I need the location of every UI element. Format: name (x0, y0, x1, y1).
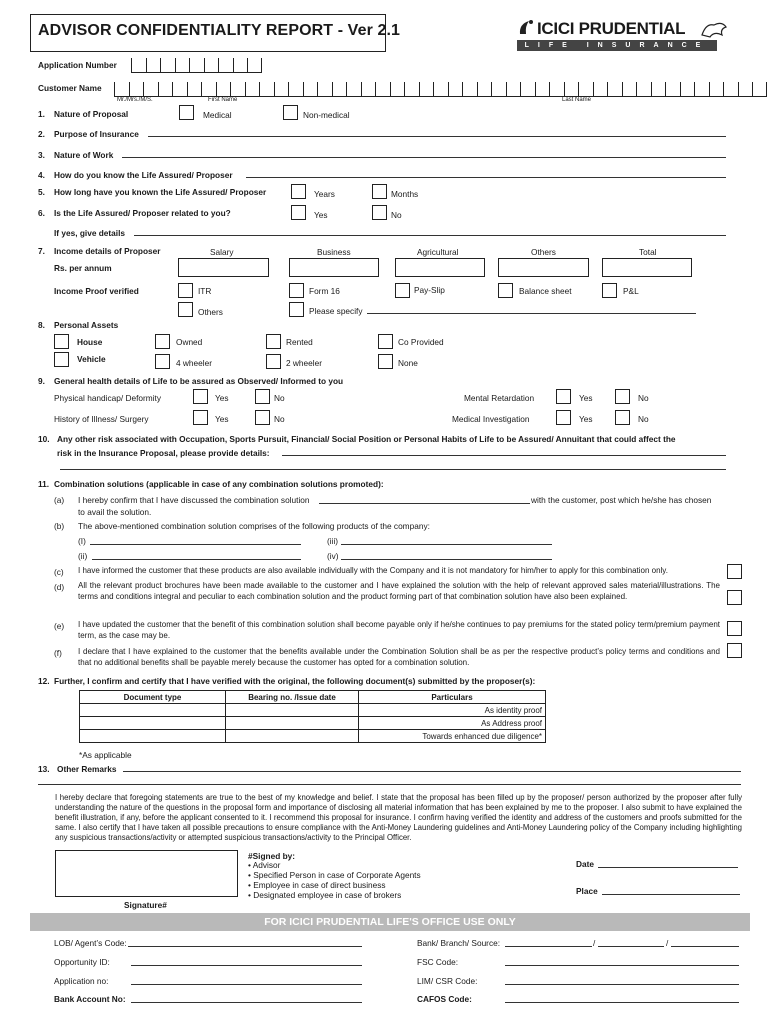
rented-label: Rented (286, 337, 313, 347)
date-input[interactable] (598, 867, 738, 868)
table-row (80, 704, 546, 717)
total-input[interactable] (602, 258, 692, 277)
handicap-yes-label: Yes (215, 393, 229, 403)
product-3-input[interactable] (341, 544, 552, 545)
co-provided-checkbox[interactable] (378, 334, 393, 349)
others-input[interactable] (498, 258, 589, 277)
handicap-no-checkbox[interactable] (255, 389, 270, 404)
how-known-input[interactable] (246, 177, 726, 178)
business-input[interactable] (289, 258, 379, 277)
house-checkbox[interactable] (54, 334, 69, 349)
physical-handicap-label: Physical handicap/ Deformity (54, 393, 161, 403)
q11f-checkbox[interactable] (727, 643, 742, 658)
months-checkbox[interactable] (372, 184, 387, 199)
four-wheeler-label: 4 wheeler (176, 358, 212, 368)
bullet-icon: • (248, 860, 253, 870)
signed-by-label: #Signed by: (248, 851, 296, 861)
logo-text: ICICI PRUDENTIAL (537, 19, 686, 38)
date-label: Date (576, 859, 594, 869)
q4-number: 4. (38, 170, 45, 180)
q11-label: Combination solutions (applicable in case of any combination solutions promoted): (54, 479, 384, 489)
related-yes-label: Yes (314, 210, 328, 220)
opportunity-input[interactable] (131, 965, 362, 966)
pl-label: P&L (623, 286, 639, 296)
document-type-cell[interactable] (80, 730, 226, 743)
q8-number: 8. (38, 320, 45, 330)
q11b-tag: (b) (54, 521, 65, 531)
investigation-no-checkbox[interactable] (615, 410, 630, 425)
lob-input[interactable] (128, 946, 362, 947)
signature-label: Signature# (124, 900, 167, 910)
q11f-tag: (f) (54, 648, 62, 658)
q9-number: 9. (38, 376, 45, 386)
q5-number: 5. (38, 187, 45, 197)
q10-label: Any other risk associated with Occupation, Sports Pursuit, Financial/ Social Position or Personal Habits of Life to be Assured/ Annuitant that could affect the (57, 434, 676, 444)
mental-yes-checkbox[interactable] (556, 389, 571, 404)
bullet-icon: • (248, 880, 254, 890)
investigation-yes-checkbox[interactable] (556, 410, 571, 425)
particulars-header: Particulars (359, 691, 546, 704)
mental-no-label: No (638, 393, 649, 403)
please-specify-label: Please specify (309, 306, 363, 316)
source-input[interactable] (671, 946, 739, 947)
q11a-tag: (a) (54, 495, 65, 505)
other-remarks-input-1[interactable] (123, 771, 741, 772)
q11c-checkbox[interactable] (727, 564, 742, 579)
agricultural-header: Agricultural (417, 247, 459, 257)
four-wheeler-checkbox[interactable] (155, 354, 170, 369)
document-type-cell[interactable] (80, 704, 226, 717)
q11c-tag: (c) (54, 567, 64, 577)
q11a-text-2: with the customer, post which he/she has chosen (531, 495, 712, 505)
q7-number: 7. (38, 246, 45, 256)
table-header-row (80, 691, 546, 704)
q11d-checkbox[interactable] (727, 590, 742, 605)
others-header: Others (531, 247, 556, 257)
application-number-label: Application Number (38, 60, 117, 70)
title-hint: Mr./Mrs./M/S. (117, 97, 153, 103)
others-proof-label: Others (198, 307, 223, 317)
q11e-tag: (e) (54, 621, 65, 631)
appno-input[interactable] (131, 984, 362, 985)
q9-label: General health details of Life to be assured as Observed/ Informed to you (54, 376, 344, 386)
history-illness-label: History of Illness/ Surgery (54, 414, 149, 424)
q10-label-2: risk in the Insurance Proposal, please provide details: (57, 448, 270, 458)
owned-label: Owned (176, 337, 203, 347)
product-1-input[interactable] (90, 544, 301, 545)
vehicle-checkbox[interactable] (54, 352, 69, 367)
months-label: Months (391, 189, 419, 199)
medical-checkbox[interactable] (179, 105, 194, 120)
medical-investigation-label: Medical Investigation (452, 414, 530, 424)
lim-label: LIM/ CSR Code: (417, 976, 478, 986)
separator: / (666, 938, 669, 948)
salary-input[interactable] (178, 258, 269, 277)
logo-subtitle: LIFE INSURANCE (517, 40, 717, 51)
related-yes-checkbox[interactable] (291, 205, 306, 220)
balance-sheet-checkbox[interactable] (498, 283, 513, 298)
q8-label: Personal Assets (54, 320, 119, 330)
none-label: None (398, 358, 418, 368)
product-3-tag: (iii) (327, 536, 339, 546)
related-no-checkbox[interactable] (372, 205, 387, 220)
logo-lion-icon (700, 17, 728, 39)
pl-checkbox[interactable] (602, 283, 617, 298)
particulars-cell: As Address proof (359, 717, 546, 730)
business-header: Business (317, 247, 351, 257)
signed-by-item: Advisor (252, 860, 281, 870)
none-checkbox[interactable] (378, 354, 393, 369)
q7-label: Income details of Proposer (54, 246, 161, 256)
relation-details-input[interactable] (134, 235, 726, 236)
particulars-cell: As identity proof (359, 704, 546, 717)
documents-table (79, 690, 546, 743)
particulars-cell: Towards enhanced due diligence* (359, 730, 546, 743)
other-remarks-input-2[interactable] (38, 784, 741, 785)
per-annum-label: Rs. per annum (54, 263, 112, 273)
non-medical-checkbox[interactable] (283, 105, 298, 120)
medical-label: Medical (203, 110, 232, 120)
q1-label: Nature of Proposal (54, 109, 129, 119)
bank-account-label: Bank Account No: (54, 994, 126, 1004)
document-type-cell[interactable] (80, 717, 226, 730)
signed-by-item: Employee in case of direct business (253, 880, 386, 890)
handicap-no-label: No (274, 393, 285, 403)
q12-label: Further, I confirm and certify that I have verified with the original, the following document(s) submitted by the proposer(s): (54, 676, 536, 686)
investigation-yes-label: Yes (579, 414, 593, 424)
itr-checkbox[interactable] (178, 283, 193, 298)
q11b-text: The above-mentioned combination solution comprises of the following products of the company: (78, 521, 430, 531)
two-wheeler-label: 2 wheeler (286, 358, 322, 368)
branch-input[interactable] (598, 946, 664, 947)
q12-number: 12. (38, 676, 50, 686)
salary-header: Salary (210, 247, 234, 257)
q11e-checkbox[interactable] (727, 621, 742, 636)
years-checkbox[interactable] (291, 184, 306, 199)
application-number-input[interactable] (131, 58, 262, 73)
product-4-input[interactable] (341, 559, 552, 560)
cafos-label: CAFOS Code: (417, 994, 472, 1004)
q11a-text: I hereby confirm that I have discussed the combination solution (78, 495, 310, 505)
fsc-input[interactable] (505, 965, 739, 966)
balance-sheet-label: Balance sheet (519, 286, 572, 296)
bullet-icon: • (248, 870, 254, 880)
place-input[interactable] (602, 894, 740, 895)
office-use-band: FOR ICICI PRUDENTIAL LIFE'S OFFICE USE ONLY (30, 913, 750, 931)
payslip-checkbox[interactable] (395, 283, 410, 298)
q11-number: 11. (38, 479, 50, 489)
product-2-input[interactable] (92, 559, 301, 560)
signed-by-item: Designated employee in case of brokers (253, 890, 402, 900)
customer-name-input[interactable] (114, 82, 767, 97)
q13-label: Other Remarks (57, 764, 117, 774)
illness-yes-label: Yes (215, 414, 229, 424)
lob-label: LOB/ Agent’s Code: (54, 938, 127, 948)
mental-no-checkbox[interactable] (615, 389, 630, 404)
mental-retardation-label: Mental Retardation (464, 393, 535, 403)
others-proof-checkbox[interactable] (178, 302, 193, 317)
q5-label: How long have you known the Life Assured/ Proposer (54, 187, 267, 197)
bank-input[interactable] (505, 946, 592, 947)
lim-input[interactable] (505, 984, 739, 985)
two-wheeler-checkbox[interactable] (266, 354, 281, 369)
as-applicable-note: *As applicable (79, 750, 132, 760)
q1-number: 1. (38, 109, 45, 119)
other-risk-input-1[interactable] (282, 455, 726, 456)
document-type-header: Document type (80, 691, 226, 704)
q6-number: 6. (38, 208, 45, 218)
rented-checkbox[interactable] (266, 334, 281, 349)
q11d-text: All the relevant product brochures have been made available to the customer and I have explained the solution with the help of relevant approved sales material/illustrations. The terms and conditions integral and peculiar to each combination solution and the product forming part of that combination solution have also been explained. (78, 581, 720, 601)
declaration-text: I hereby declare that foregoing statements are true to the best of my knowledge and belief. I state that the proposal has been filled up by the proposer/ person authorized by the proposer after fully understanding the nature of the questions in the proposal form and importance of disclosing all material information that has been explained by me to the proposer. I also submit to have explained the benefit illustration, if any, before the applicant consented to it. I recommend this proposal for insurance. I confirm having verified the identity and address of the customers and proofs submitted for the same. I also certify that I have taken all possible precautions to ensure compliance with the Anti-Money Laundering guidelines and Anti-Money Laundering policy of the Company including highlighting any suspicious transactions/activity or attempted suspicious transactions/activity to the Principal Officer. (55, 793, 742, 842)
q3-label: Nature of Work (54, 150, 114, 160)
bank-account-input[interactable] (131, 1002, 362, 1003)
itr-label: ITR (198, 286, 212, 296)
illness-no-checkbox[interactable] (255, 410, 270, 425)
vehicle-label: Vehicle (77, 354, 106, 364)
q11d-tag: (d) (54, 582, 65, 592)
q10-number: 10. (38, 434, 50, 444)
q11e-text: I have updated the customer that the benefit of this combination solution shall become payable only if he/she continues to pay premiums for the stated policy term/premium payment term, as the case may be. (78, 620, 720, 640)
income-proof-label: Income Proof verified (54, 286, 139, 296)
illness-yes-checkbox[interactable] (193, 410, 208, 425)
other-risk-input-2[interactable] (60, 469, 726, 470)
handicap-yes-checkbox[interactable] (193, 389, 208, 404)
signed-by-list (248, 860, 421, 900)
q11a-text-3: to avail the solution. (78, 507, 152, 517)
nature-of-work-input[interactable] (122, 157, 726, 158)
table-row (80, 730, 546, 743)
agricultural-input[interactable] (395, 258, 485, 277)
opportunity-label: Opportunity ID: (54, 957, 110, 967)
last-name-hint: Last Name (562, 97, 592, 103)
product-2-tag: (ii) (78, 551, 88, 561)
years-label: Years (314, 189, 335, 199)
please-specify-checkbox[interactable] (289, 302, 304, 317)
q13-number: 13. (38, 764, 50, 774)
page-title: ADVISOR CONFIDENTIALITY REPORT - Ver 2.1 (38, 22, 400, 39)
bearing-no-cell[interactable] (226, 717, 359, 730)
signature-box[interactable] (55, 850, 238, 897)
bearing-no-header: Bearing no. /Issue date (226, 691, 359, 704)
logo-mark-icon (517, 18, 537, 38)
signed-by-item: Specified Person in case of Corporate Agents (253, 870, 421, 880)
total-header: Total (639, 247, 657, 257)
cafos-input[interactable] (505, 1002, 739, 1003)
owned-checkbox[interactable] (155, 334, 170, 349)
house-label: House (77, 337, 103, 347)
combination-solution-input[interactable] (319, 503, 530, 504)
investigation-no-label: No (638, 414, 649, 424)
please-specify-input[interactable] (367, 313, 696, 314)
mental-yes-label: Yes (579, 393, 593, 403)
first-name-hint: First Name (208, 97, 238, 103)
separator: / (593, 938, 596, 948)
q11c-text: I have informed the customer that these products are also available individually with the Company and it is not mandatory for him/her to apply for this combination only. (78, 566, 668, 575)
customer-name-label: Customer Name (38, 83, 102, 93)
product-4-tag: (iv) (327, 551, 339, 561)
q4-label: How do you know the Life Assured/ Proposer (54, 170, 233, 180)
appno-label: Application no: (54, 976, 109, 986)
payslip-label: Pay-Slip (414, 285, 445, 295)
q2-label: Purpose of Insurance (54, 129, 139, 139)
table-row (80, 717, 546, 730)
bank-branch-label: Bank/ Branch/ Source: (417, 938, 501, 948)
bullet-icon: • (248, 890, 254, 900)
fsc-label: FSC Code: (417, 957, 459, 967)
form16-label: Form 16 (309, 286, 340, 296)
bearing-no-cell[interactable] (226, 730, 359, 743)
bearing-no-cell[interactable] (226, 704, 359, 717)
purpose-of-insurance-input[interactable] (148, 136, 726, 137)
place-label: Place (576, 886, 598, 896)
if-yes-label: If yes, give details (54, 228, 126, 238)
co-provided-label: Co Provided (398, 337, 444, 347)
product-1-tag: (I) (78, 536, 86, 546)
form16-checkbox[interactable] (289, 283, 304, 298)
q2-number: 2. (38, 129, 45, 139)
q3-number: 3. (38, 150, 45, 160)
q11f-text: I declare that I have explained to the customer that the benefits available under the Combination Solution shall be as per the respective product’s policy terms and conditions and that no additional benefits shall be payable merely because the customer has opted for a combination solution. (78, 647, 720, 667)
non-medical-label: Non-medical (303, 110, 350, 120)
illness-no-label: No (274, 414, 285, 424)
q6-label: Is the Life Assured/ Proposer related to you? (54, 208, 231, 218)
related-no-label: No (391, 210, 402, 220)
